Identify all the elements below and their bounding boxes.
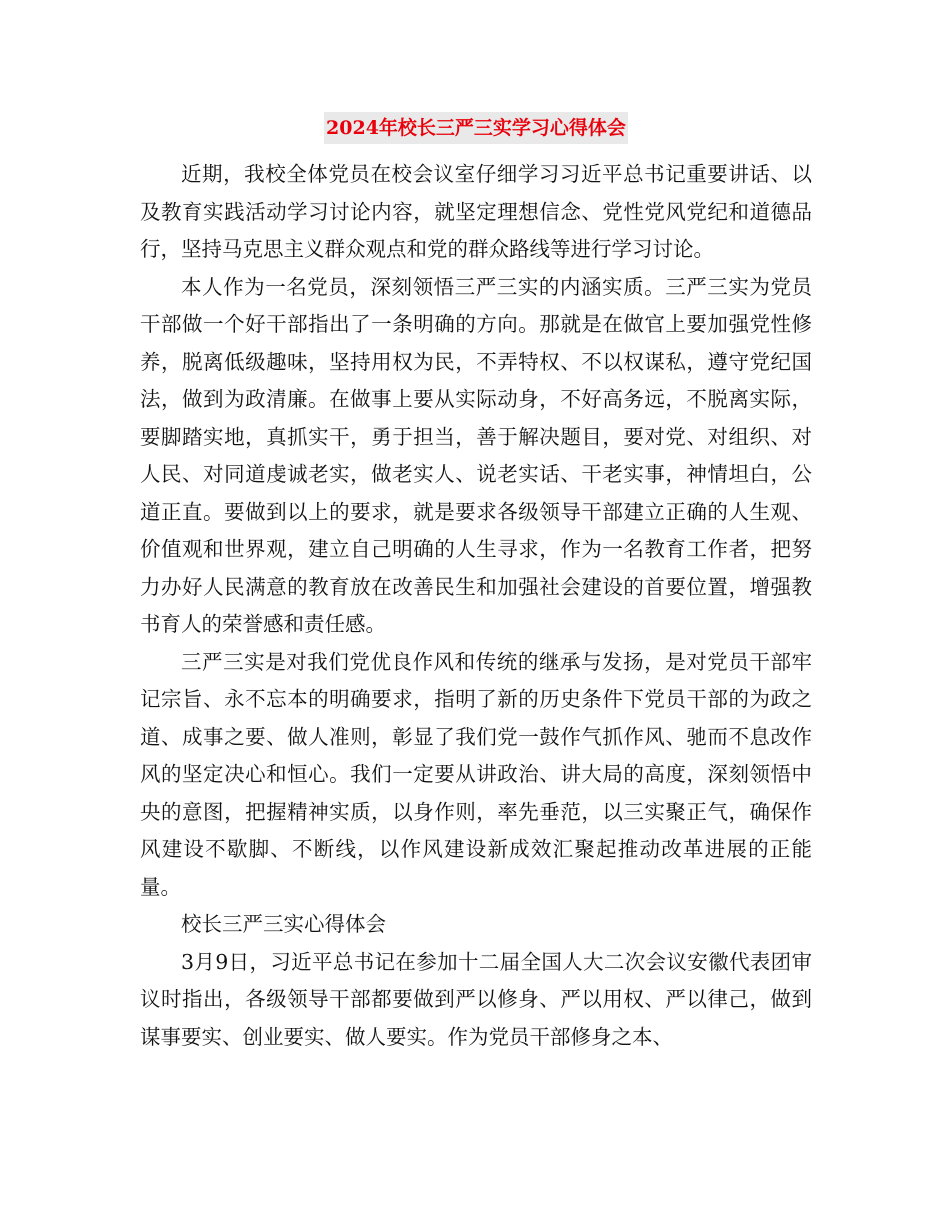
paragraph-4: 3月9日，习近平总书记在参加十二届全国人大二次会议安徽代表团审议时指出，各级领导干部都要做到严以修身、严以用权、严以律己，做到谋事要实、创业要实、做人要实。作为党员干部修身之本、 <box>140 949 812 1049</box>
paragraph-2: 本人作为一名党员，深刻领悟三严三实的内涵实质。三严三实为党员干部做一个好干部指出了一条明确的方向。那就是在做官上要加强党性修养，脱离低级趣味，坚持用权为民，不弄特权、不以权谋私，遵守党纪国法，做到为政清廉。在做事上要从实际动身，不好高务远，不脱离实际，要脚踏实地，真抓实干，勇于担当，善于解决题目，要对党、对组织、对人民、对同道虔诚老实，做老实人、说老实话、干老实事，神情坦白，公道正直。要做到以上的要求，就是要求各级领导干部建立正确的人生观、价值观和世界观，建立自己明确的人生寻求，作为一名教育工作者，把努力办好人民满意的教育放在改善民生和加强社会建设的首要位置，增强教书育人的荣誉感和责任感。 <box>140 274 812 636</box>
paragraph-1: 近期，我校全体党员在校会议室仔细学习习近平总书记重要讲话、以及教育实践活动学习讨论内容，就坚定理想信念、党性党风党纪和道德品行，坚持马克思主义群众观点和党的群众路线等进行学习讨论。 <box>140 162 812 261</box>
section-heading: 校长三严三实心得体会 <box>181 912 386 936</box>
document-title: 2024年校长三严三实学习心得体会 <box>324 112 628 144</box>
document-page <box>140 108 812 1056</box>
paragraph-3: 三严三实是对我们党优良作风和传统的继承与发扬，是对党员干部牢记宗旨、永不忘本的明确要求，指明了新的历史条件下党员干部的为政之道、成事之要、做人准则，彰显了我们党一鼓作气抓作风、驰而不息改作风的坚定决心和恒心。我们一定要从讲政治、讲大局的高度，深刻领悟中央的意图，把握精神实质，以身作则，率先垂范，以三实聚正气，确保作风建设不歇脚、不断线，以作风建设新成效汇聚起推动改革进展的正能量。 <box>140 649 812 899</box>
title-wrap <box>140 108 812 152</box>
